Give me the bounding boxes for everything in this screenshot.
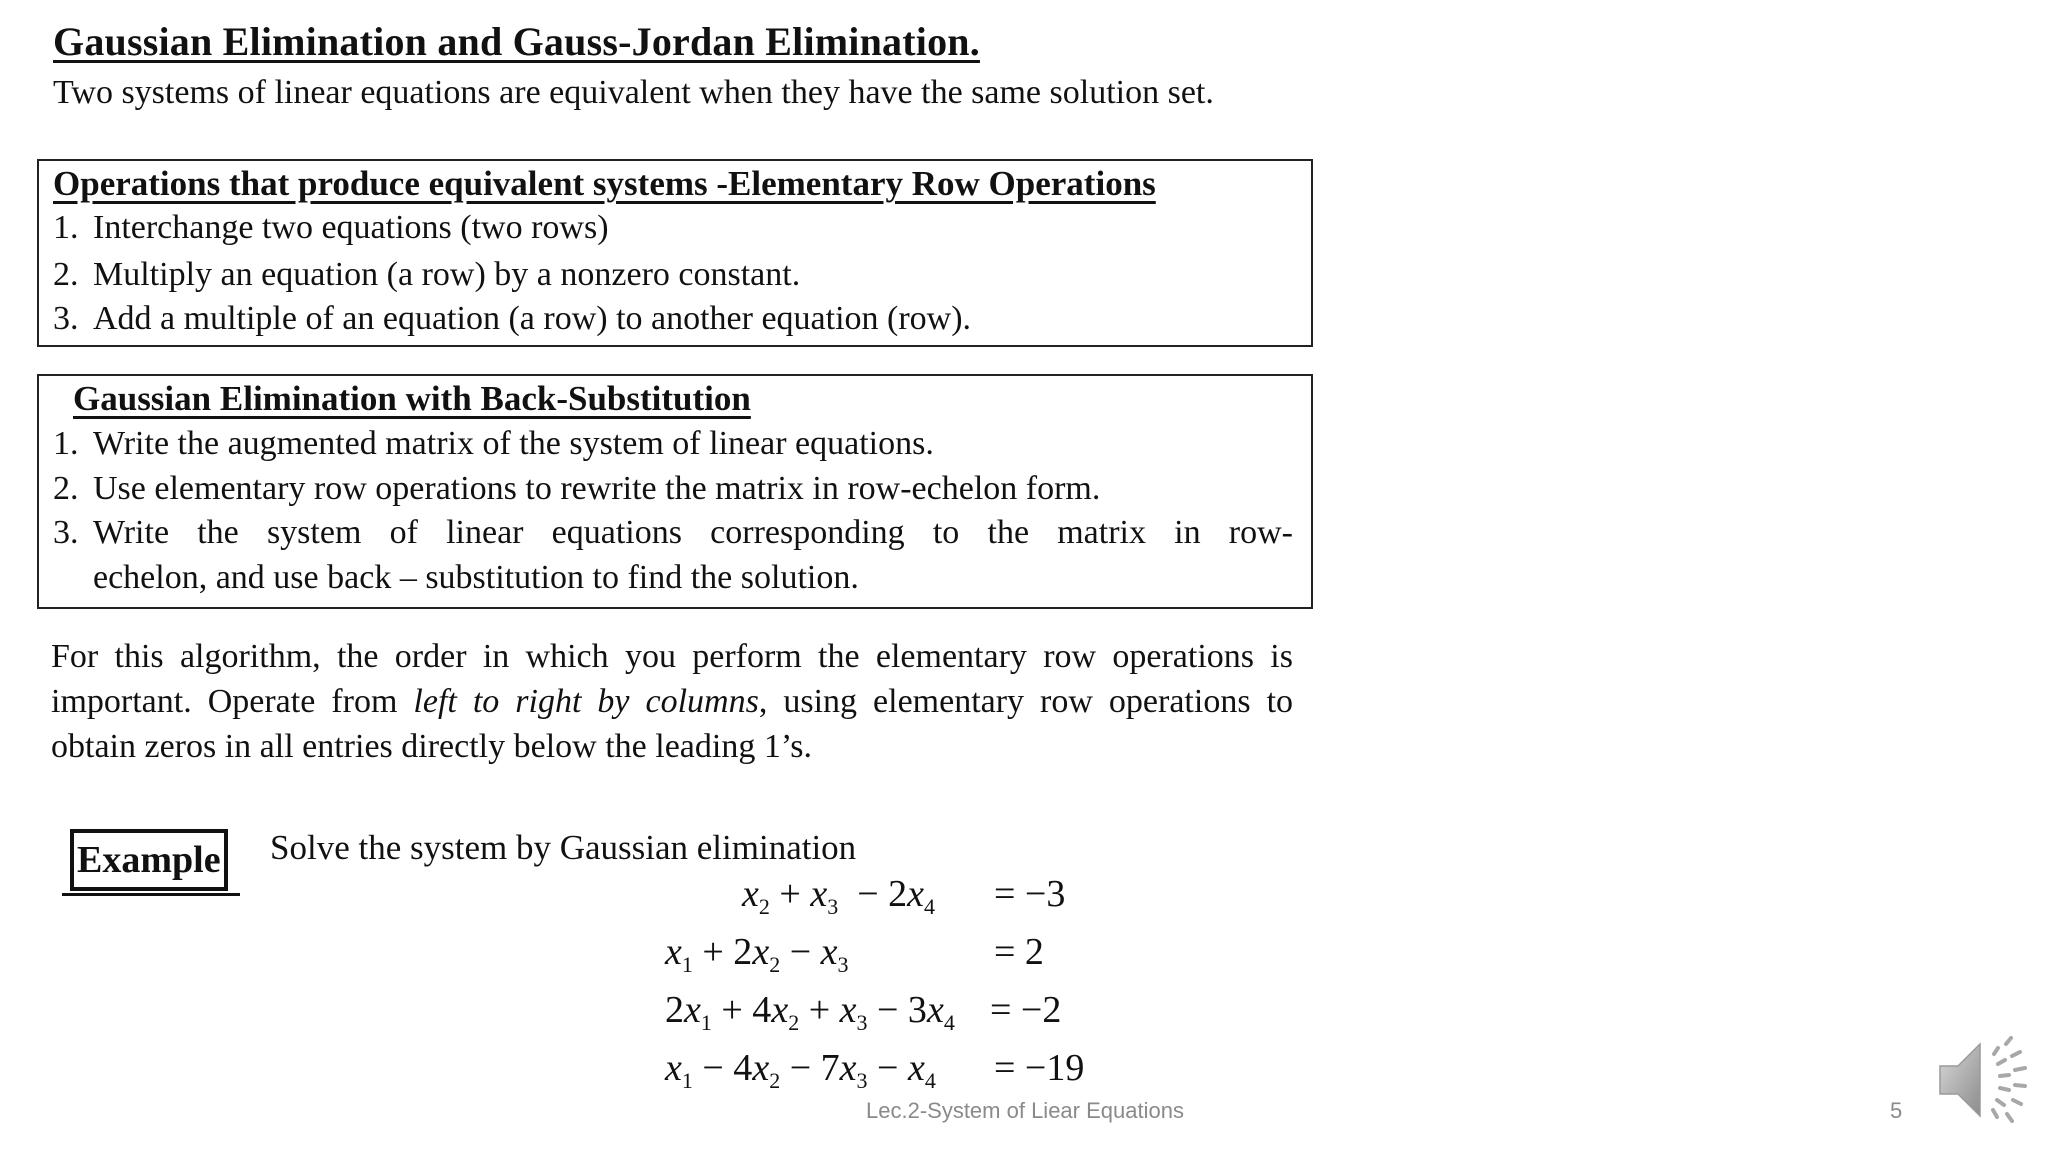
- row-operation-item: [53, 256, 800, 294]
- speaker-icon-graphic: [1934, 1030, 2034, 1130]
- equation-4-rhs: = −19: [994, 1047, 1085, 1089]
- item-number: 2.: [53, 256, 79, 293]
- slide-footer: Lec.2-System of Liear Equations: [866, 1098, 1184, 1123]
- gaussian-step-item: [53, 470, 1100, 508]
- equation-1-rhs: = −3: [994, 873, 1066, 915]
- item-number: 2.: [53, 470, 79, 507]
- item-number: 1.: [53, 209, 79, 246]
- equation-1: $x_2 + x_3 - 2x_4$ = −3: [742, 873, 1066, 919]
- item-number: 3.: [53, 300, 79, 337]
- item-text: Add a multiple of an equation (a row) to another equation (row).: [93, 300, 972, 337]
- row-operation-item: [53, 300, 971, 338]
- item-text: Use elementary row operations to rewrite the matrix in row-echelon form.: [93, 470, 1101, 507]
- example-underline: [62, 893, 240, 896]
- equation-4: $x_1 - 4x_2 - 7x_3 - x_4$ = −19: [665, 1047, 1085, 1093]
- gaussian-step-item: [53, 514, 1293, 552]
- page-number: 5: [1890, 1098, 1903, 1123]
- item-text: Multiply an equation (a row) by a nonzero constant.: [93, 256, 801, 293]
- intro-text: Two systems of linear equations are equivalent when they have the same solution set.: [53, 74, 1214, 111]
- slide-title: Gaussian Elimination and Gauss-Jordan Elimination.: [53, 19, 980, 64]
- equation-3: $2x_1 + 4x_2 + x_3 - 3x_4$ = −2: [665, 989, 1062, 1035]
- algorithm-paragraph: For this algorithm, the order in which you perform the elementary row operations is important. Operate from left to right by columns, using elementary row operations to obtain zeros in all entries directly below the leading 1’s.: [51, 638, 1294, 765]
- equation-2: $x_1 + 2x_2 - x_3$ = 2: [665, 931, 1044, 977]
- item-number: 3.: [53, 514, 79, 551]
- row-operations-heading: Operations that produce equivalent systems -Elementary Row Operations: [53, 164, 1156, 203]
- gaussian-step-item: [53, 425, 934, 463]
- item-text: Write the system of linear equations corresponding to the matrix in row-: [93, 514, 1293, 551]
- gaussian-step-continuation: echelon, and use back – substitution to find the solution.: [93, 559, 859, 596]
- equation-2-rhs: = 2: [994, 931, 1044, 973]
- item-text: Write the augmented matrix of the system of linear equations.: [93, 425, 934, 462]
- speaker-icon[interactable]: [1934, 1030, 2034, 1130]
- row-operation-item: [53, 209, 609, 247]
- italic-phrase: left to right by columns: [413, 683, 759, 720]
- item-text: Interchange two equations (two rows): [93, 209, 609, 246]
- equation-3-rhs: = −2: [990, 989, 1062, 1031]
- gaussian-steps-heading: Gaussian Elimination with Back-Substitution: [73, 379, 751, 418]
- example-label: Example: [70, 829, 228, 891]
- example-instruction: Solve the system by Gaussian elimination: [270, 828, 857, 867]
- item-number: 1.: [53, 425, 79, 462]
